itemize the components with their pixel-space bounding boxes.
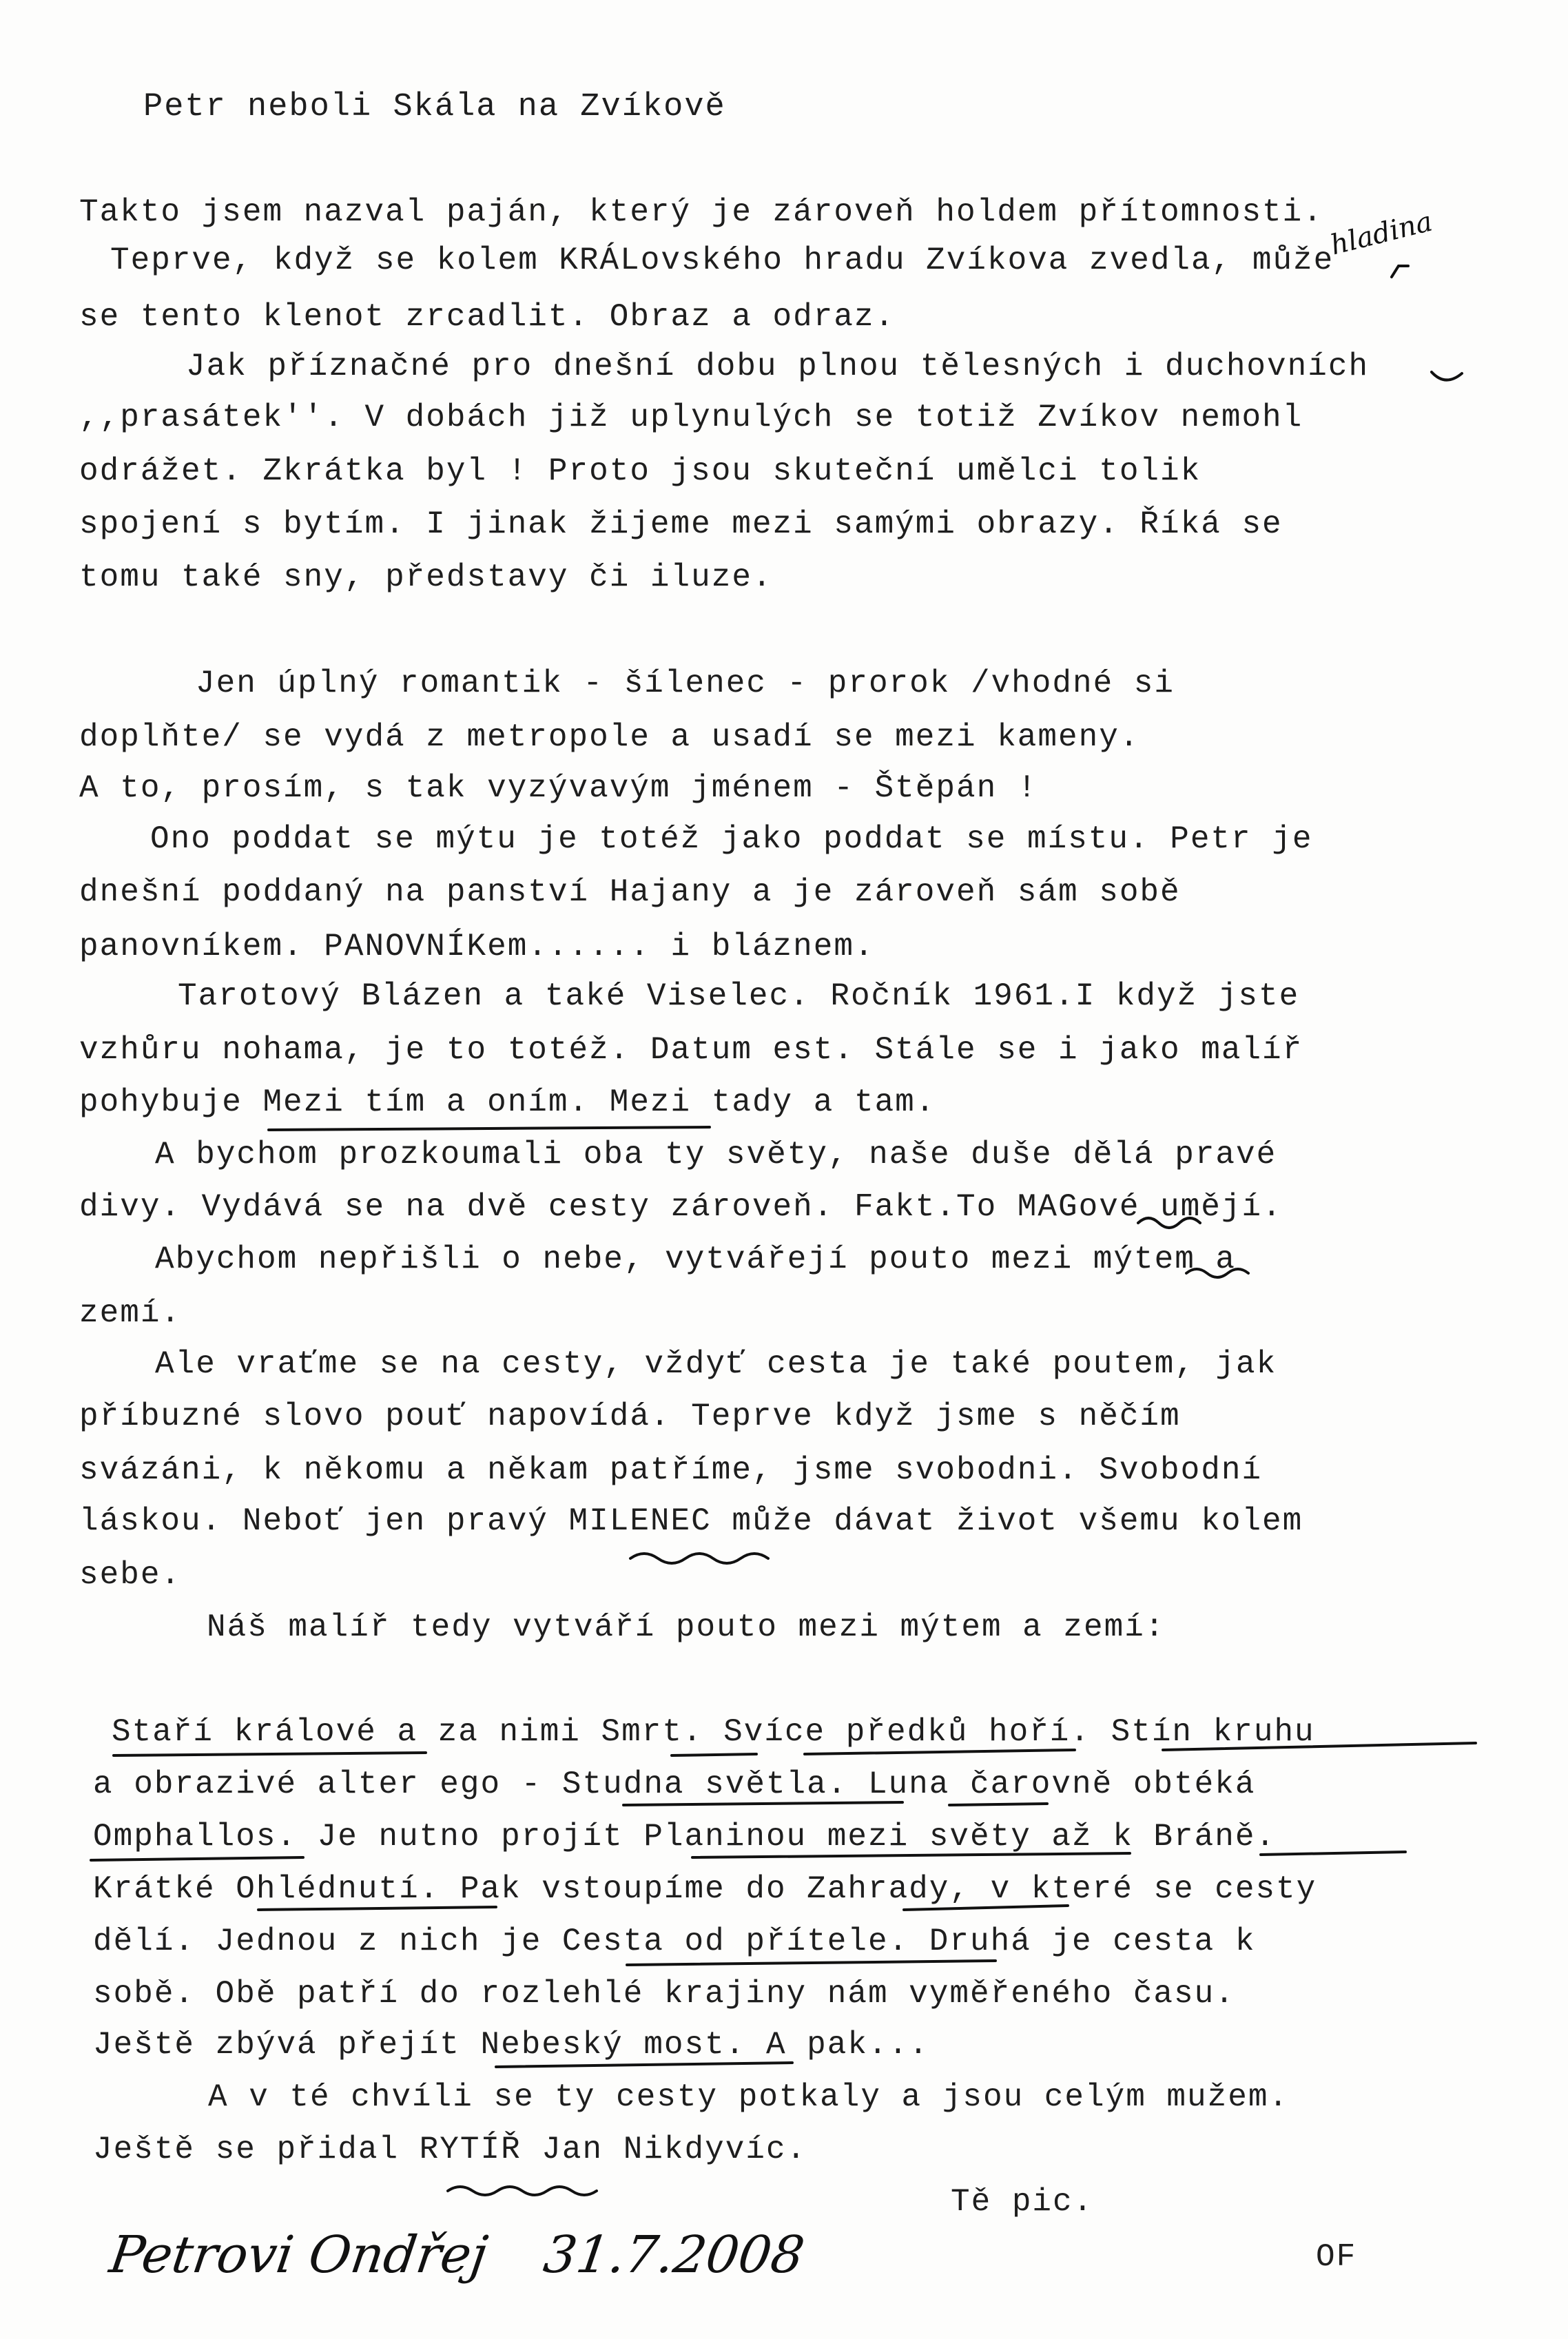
wavy-rytir (448, 2187, 597, 2195)
signature-initials: OF (1316, 2239, 1357, 2275)
underline-zahrady (904, 1906, 1068, 1910)
underline-brane (1261, 1852, 1405, 1855)
underline-planinou (692, 1853, 1130, 1857)
handwritten-insert: hladina (1327, 205, 1436, 262)
text-line-34: Ještě zbývá přejít Nebeský most. A pak... (93, 2027, 929, 2063)
text-line-9: Jen úplný romantik - šílenec - prorok /vhodné si (196, 666, 1175, 701)
underline-ohlednuti (258, 1907, 496, 1910)
text-line-28: Staří králové a za nimi Smrt. Svíce předků hoří. Stín kruhu (112, 1714, 1315, 1750)
text-line-1: Takto jsem nazval paján, který je zároveň holdem přítomnosti. (79, 194, 1323, 230)
text-line-29: a obrazivé alter ego - Studna světla. Luna čarovně obtéká (93, 1766, 1256, 1802)
text-line-12: Ono poddat se mýtu je totéž jako poddat se místu. Petr je (150, 821, 1313, 857)
wavy-mezi (1186, 1269, 1248, 1277)
text-line-36: Ještě se přidal RYTÍŘ Jan Nikdyvíc. (93, 2132, 807, 2167)
insert-mark-ch (1432, 372, 1462, 380)
text-line-8: tomu také sny, představy či iluze. (79, 559, 773, 595)
text-line-10: doplňte/ se vydá z metropole a usadí se mezi kameny. (79, 719, 1140, 755)
text-line-21: zemí. (79, 1295, 182, 1331)
text-line-6: odrážet. Zkrátka byl ! Proto jsou skuteční umělci tolik (79, 453, 1201, 489)
text-line-16: vzhůru nohama, je to totéž. Datum est. Stále se i jako malíř (79, 1032, 1303, 1068)
text-line-5: ,,prasátek''. V dobách již uplynulých se totiž Zvíkov nemohl (79, 400, 1303, 435)
document-title: Petr neboli Skála na Zvíkově (143, 89, 726, 125)
underline-nebesky-most (496, 2063, 792, 2067)
signature-date: 31.7.2008 (539, 2225, 808, 2285)
text-line-4: Jak příznačné pro dnešní dobu plnou tělesných i duchovních (186, 349, 1370, 384)
text-line-3: se tento klenot zrcadlit. Obraz a odraz. (79, 299, 896, 335)
text-line-15: Tarotový Blázen a také Viselec. Ročník 1961.I když jste (178, 978, 1300, 1014)
text-line-2: Teprve, když se kolem KRÁLovského hradu Zvíkova zvedla, může (110, 243, 1334, 278)
text-line-11: A to, prosím, s tak vyzývavým jménem - Štěpán ! (79, 770, 1038, 806)
underline-luna (949, 1804, 1047, 1805)
text-line-7: spojení s bytím. I jinak žijeme mezi samými obrazy. Říká se (79, 506, 1283, 542)
text-line-26: sebe. (79, 1557, 182, 1593)
text-line-25: láskou. Neboť jen pravý MILENEC může dávat život všemu kolem (79, 1503, 1303, 1539)
wavy-mag (1138, 1218, 1200, 1228)
underline-mezi-tim-a-onim (269, 1127, 710, 1130)
text-line-24: svázáni, k někomu a někam patříme, jsme svobodni. Svobodní (79, 1452, 1263, 1488)
text-line-22: Ale vraťme se na cesty, vždyť cesta je také poutem, jak (155, 1346, 1277, 1382)
text-line-17: pohybuje Mezi tím a oním. Mezi tady a tam. (79, 1084, 936, 1120)
underline-stari-kralove (114, 1753, 426, 1755)
insert-mark-zvedla (1392, 266, 1408, 277)
text-line-35: A v té chvíli se ty cesty potkaly a jsou celým mužem. (208, 2079, 1290, 2115)
underline-omphallos (91, 1857, 303, 1860)
text-line-13: dnešní poddaný na panství Hajany a je zároveň sám sobě (79, 874, 1181, 910)
text-line-23: příbuzné slovo pouť napovídá. Teprve když jsme s něčím (79, 1399, 1181, 1434)
text-line-18: A bychom prozkoumali oba ty světy, naše duše dělá pravé (155, 1137, 1277, 1173)
underline-cesta-od-pritele (627, 1961, 996, 1965)
text-line-27: Náš malíř tedy vytváří pouto mezi mýtem a zemí: (207, 1609, 1166, 1645)
text-line-37: Tě pic. (951, 2184, 1094, 2220)
text-line-31: Krátké Ohlédnutí. Pak vstoupíme do Zahrady, v které se cesty (93, 1871, 1317, 1907)
text-line-33: sobě. Obě patří do rozlehlé krajiny nám vyměřeného času. (93, 1976, 1235, 2012)
underline-svice-predku (805, 1750, 1075, 1754)
text-line-20: Abychom nepřišli o nebe, vytvářejí pouto mezi mýtem a (155, 1241, 1237, 1277)
signature-name: Petrovi Ondřej (105, 2225, 491, 2285)
wavy-milenec (630, 1554, 768, 1563)
underline-smrt (672, 1754, 756, 1755)
text-line-19: divy. Vydává se na dvě cesty zároveň. Fakt.To MAGové umějí. (79, 1189, 1283, 1225)
text-line-14: panovníkem. PANOVNÍKem...... i bláznem. (79, 929, 875, 965)
text-line-30: Omphallos. Je nutno projít Planinou mezi světy až k Bráně. (93, 1819, 1277, 1855)
underline-stin-kruhu (1163, 1743, 1476, 1750)
text-line-32: dělí. Jednou z nich je Cesta od přítele. Druhá je cesta k (93, 1924, 1256, 1959)
underline-studna-svetla (623, 1802, 902, 1805)
